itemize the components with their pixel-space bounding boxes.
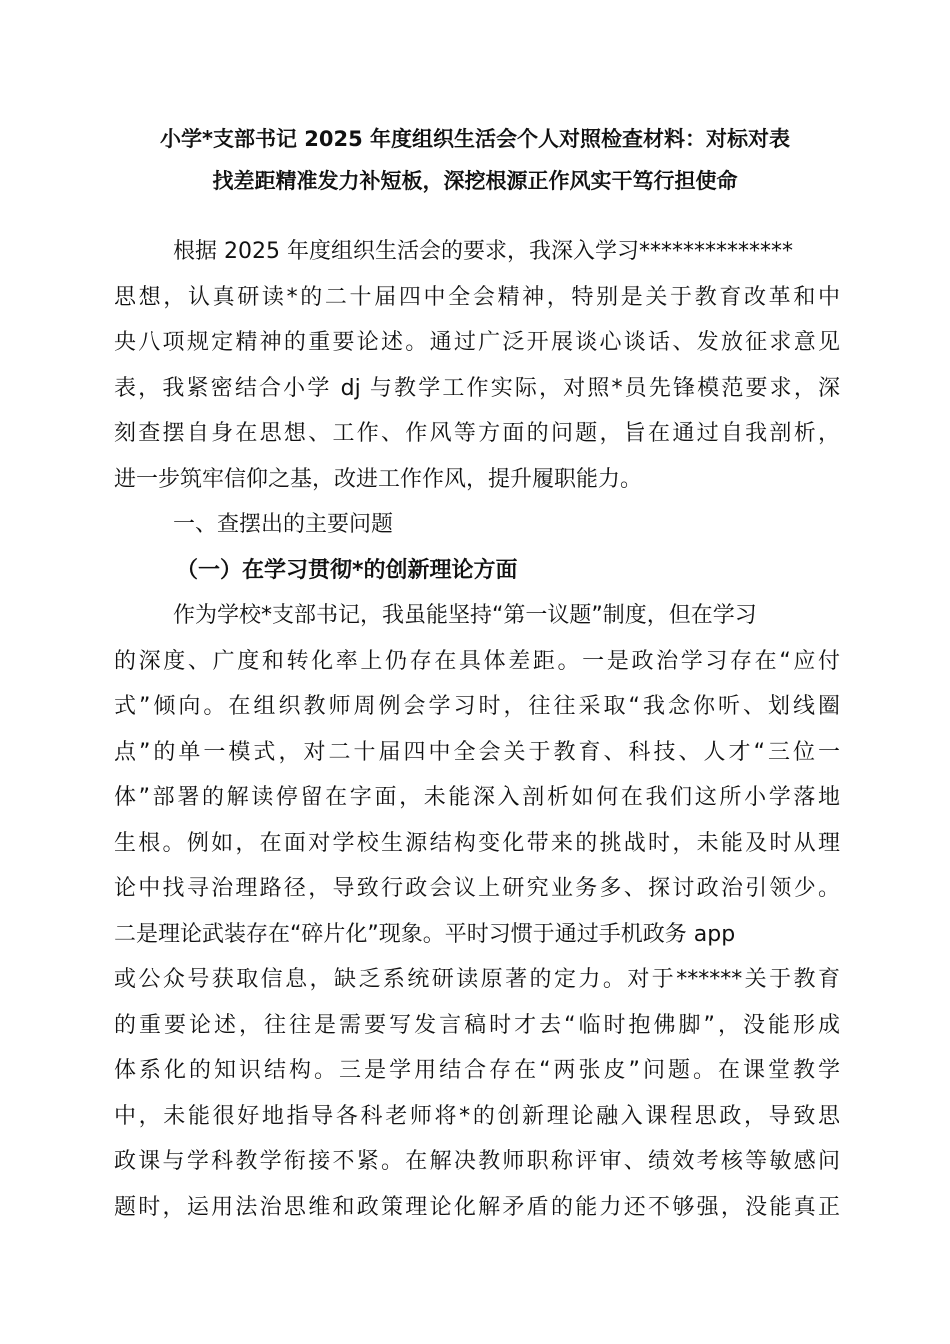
paragraph-line: 央八项规定精神的重要论述。通过广泛开展谈心谈话、发放征求意见 — [114, 330, 840, 355]
title-line-2: 找差距精准发力补短板，深挖根源正作风实干笃行担使命 — [212, 169, 738, 193]
paragraph-line: 或公众号获取信息，缺乏系统研读原著的定力。对于******关于教育 — [114, 967, 840, 992]
section-heading: 一、查摆出的主要问题 — [173, 512, 394, 537]
subsection-heading: （一）在学习贯彻*的创新理论方面 — [176, 557, 518, 583]
paragraph-line: 点”的单一模式，对二十届四中全会关于教育、科技、人才“三位一 — [114, 739, 840, 765]
paragraph-line: 生根。例如，在面对学校生源结构变化带来的挑战时，未能及时从理 — [114, 830, 840, 856]
paragraph-line: 根据 2025 年度组织生活会的要求，我深入学习************** — [173, 239, 793, 264]
title-line-1: 小学*支部书记 2025 年度组织生活会个人对照检查材料：对标对表 — [159, 127, 791, 151]
paragraph-line: 刻查摆自身在思想、工作、作风等方面的问题，旨在通过自我剖析， — [114, 421, 840, 446]
paragraph-line: 的重要论述，往往是需要写发言稿时才去“临时抱佛脚”，没能形成 — [114, 1012, 840, 1038]
paragraph-line: 作为学校*支部书记，我虽能坚持“第一议题”制度，但在学习 — [173, 603, 757, 628]
paragraph-line: 表，我紧密结合小学 dj 与教学工作实际，对照*员先锋模范要求，深 — [114, 375, 840, 401]
paragraph-line: 式”倾向。在组织教师周例会学习时，往往采取“我念你听、划线圈 — [114, 694, 840, 719]
paragraph-line: 中，未能很好地指导各科老师将*的创新理论融入课程思政，导致思 — [114, 1103, 840, 1129]
paragraph-line: 进一步筑牢信仰之基，改进工作作风，提升履职能力。 — [114, 466, 643, 492]
document-title — [112, 118, 838, 202]
paragraph-line: 题时，运用法治思维和政策理论化解矛盾的能力还不够强，没能真正 — [114, 1194, 840, 1220]
paragraph-line: 政课与学科教学衔接不紧。在解决教师职称评审、绩效考核等敏感问 — [114, 1149, 840, 1174]
paragraph-line: 思想，认真研读*的二十届四中全会精神，特别是关于教育改革和中 — [114, 284, 840, 310]
paragraph-line: 二是理论武装存在“碎片化”现象。平时习惯于通过手机政务 app — [114, 921, 736, 947]
paragraph-line: 体”部署的解读停留在字面，未能深入剖析如何在我们这所小学落地 — [114, 785, 840, 810]
document-body — [114, 229, 840, 1230]
paragraph-line: 论中找寻治理路径，导致行政会议上研究业务多、探讨政治引领少。 — [114, 876, 840, 901]
paragraph-line: 的深度、广度和转化率上仍存在具体差距。一是政治学习存在“应付 — [114, 648, 840, 674]
paragraph-line: 体系化的知识结构。三是学用结合存在“两张皮”问题。在课堂教学 — [114, 1058, 840, 1083]
